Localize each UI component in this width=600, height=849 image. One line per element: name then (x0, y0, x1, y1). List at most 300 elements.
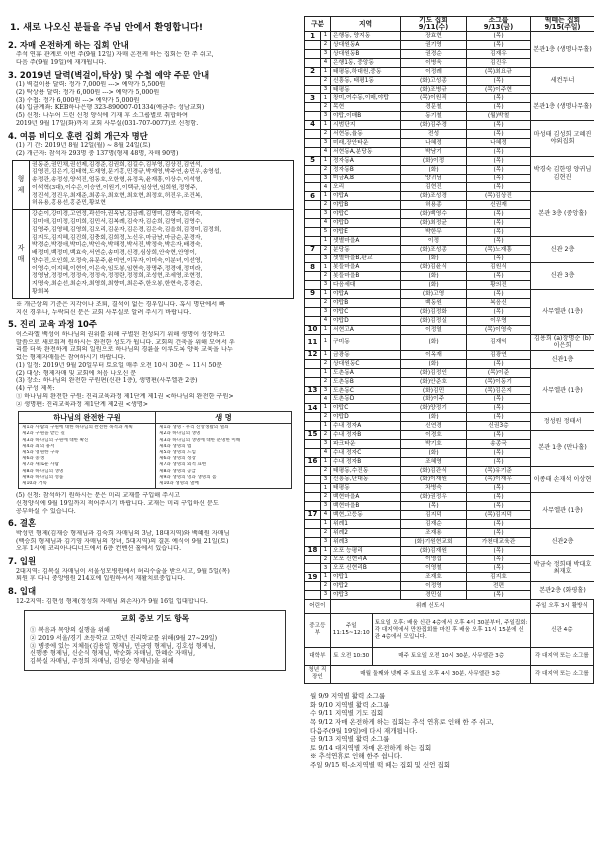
small-group-host: (목) (467, 147, 531, 156)
group-number: 6 (305, 192, 321, 201)
region-name: 신흥동,단대동 (331, 475, 401, 484)
section-5-signup (8, 492, 300, 515)
sisters-list (30, 210, 294, 299)
prayer-meeting-host: 장효현 (401, 32, 467, 41)
subgroup-number: 4 (321, 395, 331, 404)
directory-row (305, 192, 595, 201)
small-group-host: (목)김은지 (467, 386, 531, 395)
region-name: 야탑D (331, 413, 401, 422)
prayer-meeting-host: 이정영 (401, 582, 467, 591)
subgroup-number: 3 (321, 564, 331, 573)
prayer-meeting-host: 백동원 (401, 298, 467, 307)
small-group-host: (목) (467, 236, 531, 245)
prayer-meeting-host: (화) (401, 165, 467, 174)
sisters-label: 자매 (13, 210, 30, 299)
subgroup-number: 1 (321, 290, 331, 299)
prayer-meeting-host: (목) (401, 502, 467, 511)
prayer-meeting-host: 경민실 (401, 591, 467, 600)
prayer-meeting-host: 차병숙 (401, 484, 467, 493)
subgroup-number: 4 (321, 448, 331, 457)
meeting-location: 신관1층 (531, 351, 594, 369)
small-group-host: (목) (467, 218, 531, 227)
subgroup-number: 1 (321, 334, 331, 351)
region-name: 창미,여수동,이매,야탑 (331, 94, 401, 103)
small-group-host: 가천대교육관 (467, 537, 531, 546)
subgroup-number: 4 (321, 147, 331, 156)
directory-row (305, 368, 595, 377)
prayer-meeting-host: (화)조성종 (401, 245, 467, 254)
brothers-label: 형제 (13, 160, 30, 210)
group-number (305, 316, 321, 325)
small-group-host: (목) (467, 493, 531, 502)
small-group-host: (목) (467, 254, 531, 263)
subgroup-number: 2 (321, 431, 331, 440)
directory-row (305, 431, 595, 440)
prayer-meeting-host: (화) (401, 281, 467, 290)
group-number (305, 555, 321, 564)
group-number (305, 210, 321, 219)
text-line: (3) 장소: 하나님의 완전한 구원편(신관 1층), 생명편(사무엘관 2층) (16, 377, 198, 385)
prayer-meeting-host: (화)이재원 (401, 475, 467, 484)
salvation-curriculum (19, 412, 155, 488)
region-name: 오포 신현리A (331, 555, 401, 564)
college-time: 토 오전 10:30 (330, 647, 372, 665)
subgroup-number: 4 (321, 183, 331, 192)
small-group-host: (목) (467, 395, 531, 404)
meeting-location: 사무엘관 (1층) (531, 493, 594, 529)
group-number: 14 (305, 404, 321, 413)
group-number: 1 (305, 32, 321, 41)
region-name: 미래,장안타운 (331, 138, 401, 147)
region-name: 봇들마을A (331, 263, 401, 272)
lesson-line: 제3과 하나님의 생명에 대한 분명한 이해 (159, 437, 241, 443)
region-name: 야탑E (331, 227, 401, 236)
prayer-meeting-host: (화) (401, 334, 467, 351)
region-name: 상대원동A (331, 41, 401, 50)
group-number (305, 281, 321, 290)
subgroup-number: 3 (321, 210, 331, 219)
lesson-line: 제4과 생명의 법 (159, 443, 192, 449)
subgroup-number: 2 (321, 413, 331, 422)
small-group-host: (목)이영숙 (467, 325, 531, 334)
subgroup-number: 3 (321, 307, 331, 316)
prayer-meeting-host: (화)최정균 (401, 218, 467, 227)
small-group-host: 나혜정 (467, 138, 531, 147)
region-name: 오포 신현리B (331, 564, 401, 573)
prayer-meeting-host: 나혜정 (401, 138, 467, 147)
group-number: 11 (305, 334, 321, 351)
schedule-line: 목 9/12 자매 온전하게 하는 집회는 추석 연휴로 인해 한 주 쉬고, (310, 717, 494, 726)
small-group-host: (목) (467, 103, 531, 112)
prayer-meeting-host: (화)김정실 (401, 316, 467, 325)
directory-row (305, 334, 595, 351)
small-group-host: 김광연 (467, 351, 531, 360)
prayer-meeting-host: (화)권정우 (401, 493, 467, 502)
group-number (305, 50, 321, 59)
region-name: 야탑A (331, 192, 401, 201)
text-line: 오후 1시에 코리아나디너드에서 6층 컨벤션 홀에서 있습니다. (16, 545, 182, 553)
group-number (305, 218, 321, 227)
prayer-meeting-host: (화)김윤식 (401, 263, 467, 272)
group-number (305, 422, 321, 431)
group-number (305, 395, 321, 404)
lesson-line: 제5과 생명의 느낌 (159, 450, 196, 456)
curriculum-box (18, 411, 292, 489)
group-number (305, 493, 321, 502)
region-name: 은행동, 양지동 (331, 32, 401, 41)
subgroup-number: 3 (321, 281, 331, 290)
subgroup-number: 1 (321, 404, 331, 413)
subgroup-number: 1 (321, 351, 331, 360)
subgroup-number: 1 (321, 156, 331, 165)
small-group-host: 복음신 (467, 298, 531, 307)
group-number (305, 502, 321, 511)
prayer-meeting-host: 이정열 (401, 325, 467, 334)
text-line: 공부하실 수 있습니다. (16, 507, 76, 515)
region-name: 서현동A,분당동 (331, 147, 401, 156)
subgroup-number: 3 (321, 591, 331, 600)
roster-note (8, 301, 300, 317)
group-number (305, 368, 321, 377)
subgroup-number: 5 (321, 227, 331, 236)
subgroup-number: 3 (321, 112, 331, 121)
region-name: 야탑1 (331, 573, 401, 582)
small-group-host: (목) (467, 555, 531, 564)
subgroup-number: 1 (321, 484, 331, 493)
region-name: 야탑C (331, 210, 401, 219)
text-line: (5) 신청: 참석하기 원하시는 분은 미리 교재를 구입해 주시고 (16, 492, 181, 500)
prayer-meeting-host: (화)김관식 (401, 466, 467, 475)
subgroup-number: 2 (321, 103, 331, 112)
lesson-line: 제2과 하나님의 생명 (159, 431, 201, 437)
small-group-host: (목) (467, 413, 531, 422)
region-name: 야탑C (331, 404, 401, 413)
prayer-meeting-host: 이경호 (401, 431, 467, 440)
small-group-host: (목)이동기 (467, 377, 531, 386)
small-group-host: (목) (467, 431, 531, 440)
group-number: 8 (305, 263, 321, 272)
small-group-host: (목) (467, 94, 531, 103)
small-group-host: (목) (467, 156, 531, 165)
header-lords-table: 떡떼는 집회 9/15(주일) (531, 17, 594, 32)
small-group-host: (목) (467, 165, 531, 174)
group-number (305, 201, 321, 210)
subgroup-number: 1 (321, 32, 331, 41)
region-name: 도촌동A (331, 368, 401, 377)
region-name: 위례2 (331, 528, 401, 537)
small-group-host: (목) (467, 564, 531, 573)
name-line: 강순이,강미경,고연정,곽선아,권옥남,김금례,김명미,김명숙,김미숙, (32, 211, 203, 218)
directory-row (305, 466, 595, 475)
meeting-location: 세컨두너 (531, 67, 594, 94)
small-group-host: (목)이준 (467, 368, 531, 377)
prayer-meeting-host: 김재순 (401, 519, 467, 528)
small-group-host: (목)유기준 (467, 466, 531, 475)
name-line: 권동준,권민채,권선제,김경준,김권희,김길수,김부영,김상진,김연석, (32, 161, 203, 168)
small-group-host: (목) (467, 290, 531, 299)
prayer-meeting-host: (화)조성경 (401, 192, 467, 201)
schedule-line: 주일 9/15 떡-소지역별 떡 떼는 집회 및 신언 집회 (310, 761, 451, 770)
lesson-line: 제3과 하나님의 구원에 대한 확신 (22, 437, 89, 443)
text-line: (4) 입금계좌: KEB하나은행 323-890007-01334(예금주: 성남교회) (16, 104, 205, 112)
group-number (305, 298, 321, 307)
meeting-location: 신관2층 (531, 528, 594, 555)
meeting-location: 정성원 정태서 (531, 413, 594, 431)
name-line: 김영진,김은기,김태혁,도재영,문기홍,민경규,박재영,박주연,송민우,송영섭, (32, 169, 222, 176)
subgroup-number: 1 (321, 519, 331, 528)
directory-row (305, 156, 595, 165)
small-group-host: (목) (467, 121, 531, 130)
name-line: 이석혁(3대),이수은,이승연,이원기,이택규,임상연,임희원,정영주, (32, 184, 198, 191)
small-group-host: (목) (467, 359, 531, 368)
announcements-column (8, 22, 300, 840)
region-name: 정자동B (331, 165, 401, 174)
header-region: 지역 (331, 17, 401, 32)
small-group-host: (목)김지덕 (467, 511, 531, 520)
lesson-line: 제8과 생명의 공급 (159, 468, 196, 474)
lesson-line: 제1과 생명 - 우리 신앙생활의 열쇠 (159, 425, 229, 431)
region-name: 도촌동D (331, 395, 401, 404)
group-number (305, 377, 321, 386)
region-name: 백현마을B (331, 502, 401, 511)
meeting-location: 본관1층 (생명나무홀) (531, 94, 594, 121)
small-group-host: (목) (467, 272, 531, 281)
meeting-location: 김용희 (a)장명순 (b)이은희 (531, 334, 594, 351)
subgroup-number: 1 (321, 67, 331, 76)
meeting-location: 본관1층 (생명나무홀) (531, 32, 594, 68)
prayer-meeting-host: 박남기 (401, 147, 467, 156)
small-group-host: (목) (467, 546, 531, 555)
text-line: 신청양식에 9월 19일까지 적어주시기 바랍니다. 교재는 미리 구입하신 분도 (16, 499, 219, 507)
region-name: 분당동 (331, 245, 401, 254)
small-group-host: 김재우 (467, 50, 531, 59)
name-line: 이영수,이지혜,이현이,이은숙,임도봉,임현숙,장명주,정경애,정미라, (32, 265, 203, 272)
directory-row (305, 351, 595, 360)
section-6-title: 6. 결혼 (8, 518, 37, 529)
schedule-line: ※ 추석연휴로 인해 한주 쉽니다. (310, 752, 403, 761)
prayer-meeting-host: (화)김주경 (401, 121, 467, 130)
subgroup-number: 2 (321, 201, 331, 210)
prayer-meeting-host: (화)조병규 (401, 85, 467, 94)
header-small-group: 소그룹 9/13(금) (467, 17, 531, 32)
small-group-host: 김진우 (467, 58, 531, 67)
prayer-meeting-host: 이정례 (401, 67, 467, 76)
workers-info: 매월 둘째와 넷째 주 토요일 오후 4시 30분, 사무엘관 3층 (330, 665, 530, 683)
region-name: 금광동 (331, 351, 401, 360)
prayer-meeting-host: (화) (401, 448, 467, 457)
group-number (305, 76, 321, 85)
section-2-title: 2. 자매 온전하게 하는 집회 안내 (8, 39, 129, 50)
text-line: 주석 연휴 관계로 이번 주(9월 12일) 자매 온전케 하는 집회는 한 주 쉬고, (16, 51, 214, 58)
prayer-item: 신행종 형제님, 신순식 형제님, 박순화 자매님, 한혜순 자매님, (30, 650, 196, 658)
text-line: (3) 수첩: 정가 6,000원 ---> 예약가 5,000원 (16, 96, 140, 104)
group-number: 9 (305, 290, 321, 299)
region-name: 다음세대 (331, 281, 401, 290)
section-8-title: 8. 입대 (8, 586, 37, 597)
lesson-line: 제7과 생명의 외적 표현 (159, 462, 207, 468)
region-name: 야탑,이매B (331, 112, 401, 121)
name-line: 정진석,정진우,최재준,최종우,최호현,최호현,최정호,허진우,조건복, (32, 192, 203, 199)
small-group-host: (목) (467, 502, 531, 511)
lesson-line: 제6과 생명의 성장 (159, 456, 196, 462)
group-number (305, 174, 321, 183)
group-number (305, 582, 321, 591)
small-group-host: 이우영 (467, 316, 531, 325)
children-time: 주일 오후 3시 활방식 (530, 599, 593, 613)
region-name: 태평동 (331, 484, 401, 493)
text-line: (백승희 형제님과 김기영 자매님의 장녀, 5대지역)의 결혼 예식이 9월 21일(토) (16, 537, 229, 545)
text-line: 었는 형제자매들은 참여하시기 바랍니다. (16, 354, 126, 362)
region-name: 백현,고등동 (331, 511, 401, 520)
region-name: 샛별마을B,판교 (331, 254, 401, 263)
region-name: 수내 정자B (331, 457, 401, 466)
group-number (305, 359, 321, 368)
subgroup-number: 2 (321, 555, 331, 564)
text-line: (2) 개근자: 참석자 293명 중 137명(형제 48명, 자매 90명) (16, 149, 179, 157)
text-line: 박성민 형제(김재승 형제님과 김숙희 자매님의 3남, 18대지역)와 백혜원 자매님 (16, 529, 230, 537)
region-name: 서현동,율동 (331, 130, 401, 139)
subgroup-number: 3 (321, 174, 331, 183)
subgroup-number: 2 (321, 76, 331, 85)
meeting-location: 신관 2층 (531, 236, 594, 263)
group-number (305, 165, 321, 174)
prayer-meeting-host: (화)김정화 (401, 307, 467, 316)
subgroup-number: 4 (321, 58, 331, 67)
region-name: 은행1동, 중앙동 (331, 58, 401, 67)
prayer-meeting-host: (화)김민 (401, 386, 467, 395)
region-name: 신흥동, 태평1동 (331, 76, 401, 85)
region-name: 목현 (331, 103, 401, 112)
region-name: 야탑A (331, 290, 401, 299)
region-name: 야탑D (331, 218, 401, 227)
group-number (305, 130, 321, 139)
prayer-meeting-host: (화)고영 (401, 290, 467, 299)
prayer-meeting-host: 동기철 (401, 112, 467, 121)
group-number: 7 (305, 245, 321, 254)
meeting-location: 본관 1층 (만나홀) (531, 431, 594, 467)
prayer-meeting-host: (화) (401, 254, 467, 263)
small-group-host: (목) (467, 210, 531, 219)
name-line: 허유용,홍용선,홍준민,황보현 (32, 200, 106, 207)
group-number (305, 537, 321, 546)
small-group-host: 김원식 (467, 263, 531, 272)
group-number (305, 85, 321, 94)
header-prayer: 기도 집회 9/11(수) (401, 17, 467, 32)
prayer-meeting-host: (화)고성종 (401, 76, 467, 85)
section-3-body (8, 81, 300, 128)
text-line: (1) 기 간: 2019년 8월 12일(월) ~ 8월 24일(토) (16, 142, 151, 149)
subgroup-number: 3 (321, 439, 331, 448)
small-group-host: (목)이재우 (467, 475, 531, 484)
section-8-body (8, 598, 300, 606)
prayer-meeting-host: 이옥재 (401, 351, 467, 360)
group-number: 18 (305, 546, 321, 555)
group-number (305, 439, 321, 448)
subgroup-number: 1 (321, 573, 331, 582)
text-line: 2019년 9월 17일(화)까지 교회 사무실(031-707-0077)로 신청함. (16, 119, 199, 127)
region-name: 태평동 (331, 85, 401, 94)
lesson-line: 제10과 거룩 (22, 480, 48, 486)
brothers-list (30, 160, 294, 210)
group-number (305, 466, 321, 475)
prayer-box-title: 교회 중보 기도 항목 (120, 614, 190, 624)
directory-row (305, 413, 595, 422)
prayer-meeting-host: 권기영 (401, 41, 467, 50)
prayer-meeting-host: (화)김재원 (401, 546, 467, 555)
prayer-item: ③ 병중에 있는 지체들(김용일 형제님, 민금영 형제님, 김호섭 형제님, (30, 642, 216, 650)
small-group-host: 전편 (467, 582, 531, 591)
name-line: 박경순,박경애,박미순,박인숙,박해정,박서진,박정숙,박은자,배경숙, (32, 242, 203, 249)
region-name: 야탑D (331, 316, 401, 325)
section-5-title: 5. 진리 교육 과정 10주 (8, 319, 97, 330)
meeting-location: 박금숙 정희태 박대호 최재호 (531, 555, 594, 582)
name-line: 양수진,오인희,오정숙,유문주,윤미연,이무자,이미숙,이분녀,이선영, (32, 257, 203, 264)
directory-row (305, 493, 595, 502)
schedule-line: 금 9/13 지역별 활력 소그룹 (310, 735, 390, 744)
prayer-meeting-host: 이영섭 (401, 555, 467, 564)
meeting-location: 박경숙 김한영 양귀님 김현진 (531, 156, 594, 192)
subgroup-number: 2 (321, 298, 331, 307)
small-group-host: 송종국 (467, 439, 531, 448)
subgroup-number: 1 (321, 546, 331, 555)
group-number: 5 (305, 156, 321, 165)
prayer-meeting-host: (화)양정기 (401, 404, 467, 413)
region-name: 구미동 (331, 334, 401, 351)
region-name: 야탑C (331, 307, 401, 316)
group-number (305, 307, 321, 316)
subgroup-number: 1 (321, 236, 331, 245)
directory-row (305, 582, 595, 591)
subgroup-number: 1 (321, 368, 331, 377)
region-name: 수내 정자C (331, 448, 401, 457)
subgroup-number: 3 (321, 138, 331, 147)
workers-label: 청년 직장인 (305, 665, 331, 683)
region-name: 미금A,B (331, 174, 401, 183)
schedule-line: 토 9/14 대지역별 자매 온전하게 하는 집회 (310, 743, 432, 752)
prayer-meeting-host: (화) (401, 272, 467, 281)
prayer-meeting-host: (화)안준호 (401, 377, 467, 386)
small-group-host: (목) (467, 76, 531, 85)
small-group-host: (목) (467, 457, 531, 466)
attendance-roster (12, 160, 294, 299)
name-line: 김영주,김영혜,김영희,김오리,김운자,김은경,김은숙,김을희,김정미,김정희, (32, 226, 222, 233)
small-group-host: (목) (467, 174, 531, 183)
meeting-location: 사무엘관 (1층) (531, 368, 594, 412)
subgroup-number: 2 (321, 41, 331, 50)
salvation-curriculum-title: 하나님의 완전한 구원 (19, 413, 155, 424)
name-line: 김미애,김미정,김미희,김민서,김복례,김숙자,김순희,김영미,김영수, (32, 218, 203, 225)
subgroup-number: 4 (321, 218, 331, 227)
directory-row (305, 94, 595, 103)
region-name: 야탑3 (331, 591, 401, 600)
lesson-line: 제2과 구원을 받는 길 (22, 431, 65, 437)
subgroup-number: 3 (321, 50, 331, 59)
small-group-host: (목) (467, 528, 531, 537)
group-number (305, 41, 321, 50)
text-line: 말씀으로 새로워져 원하시는 완전한 성도가 됩니다. 교회의 건축을 위해 모여서 우 (16, 338, 235, 346)
directory-column (304, 16, 594, 846)
subgroup-number: 1 (321, 325, 331, 334)
group-number (305, 183, 321, 192)
children-label: 어린이 (305, 599, 331, 613)
subgroup-number: 2 (321, 130, 331, 139)
small-group-host: (목) (467, 591, 531, 600)
subgroup-number: 3 (321, 502, 331, 511)
prayer-meeting-host: 양귀님 (401, 174, 467, 183)
college-place: 각 대지역 또는 소그룹 (530, 647, 593, 665)
text-line: ① 하나님의 완전한 구원: 진리교육과정 제1단계 제1권 <하나님의 완전한 구원> (16, 392, 234, 400)
prayer-meeting-host: 전성 (401, 130, 467, 139)
